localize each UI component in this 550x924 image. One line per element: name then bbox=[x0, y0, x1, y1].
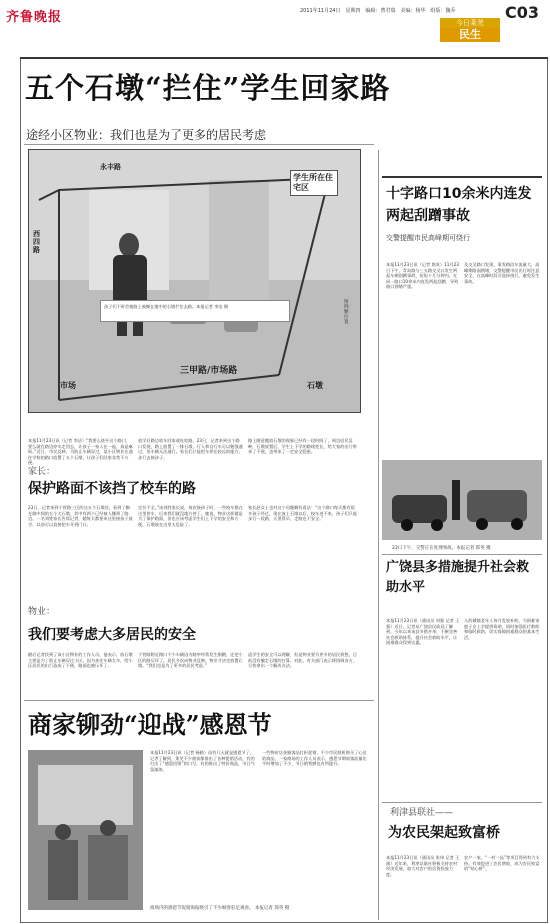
right-story1-title: 十字路口10余米内连发两起刮蹭事故 bbox=[386, 186, 532, 224]
section1-title: 保护路面不该挡了校车的路 bbox=[28, 481, 196, 497]
right-story2-col-2: 人的城镇老年人每月发放补助，为困难家庭子女上学提供资助，同时加强医疗救助和临时救助，切实保障困难群众的基本生活。 bbox=[464, 618, 540, 640]
frame-top-rule bbox=[20, 57, 548, 59]
thanksgiving-photo bbox=[28, 750, 143, 910]
section1-col-1: 23日，记者来到于营路三区的这五个石墩处，看到了搁在路中间的五个大石墩，其中有两个已经被人挪到了路边。一名刘姓家长告诉记者，她每天都要来这里接孩子放学，以前可以直接把车开到门口。 bbox=[28, 505, 133, 527]
section3-col-1: 本报11月23日讯（记者 杨晓）再有几天就是感恩节了，记者了解到，莱芜不少商家都推出了各种促销活动，有的打出了“感恩回馈”的口号，有的推出了特价商品，节日气氛渐浓。 bbox=[150, 750, 255, 772]
right-story3-col-2: 农户一家，“一村一品”等项目得到有力支持，有效促进了农民增收，成为农民致富的“贴心桥”。 bbox=[464, 855, 540, 872]
divider bbox=[382, 176, 542, 178]
right-story1-subtitle: 交警提醒市民高峰期可绕行 bbox=[386, 234, 470, 242]
thanksgiving-caption: 商场内的感恩节促销海报吸引了不少顾客驻足观看。 本报记者 郎英 摄 bbox=[150, 906, 290, 911]
map-label-house: 学生所在住宅区 bbox=[290, 170, 338, 196]
section1-col-2: 定位不全，”该刘姓家长说，每次接孩子时，一些校车都在这里停车，后来我们就没地方停了。她说，物业这样做是为了保护路面，但也应该考虑学生们上下学的安全和方便，石墩放在这里太危险了。 bbox=[138, 505, 243, 527]
intro-col-1: 本报11月23日讯（记者 李洁）“我要么绕开这个路口，要么就在路边停车走回去，让孩子一家人在一起，真是麻烦。”近日，市民反映，为防止车辆穿过，某小区物业在通往学校的路口放置了五个石墩，让孩子们回家非常不方便。 bbox=[28, 438, 133, 466]
header-meta: 2011年11月24日 星期四 编辑：曹君瑞 美编：杨华 组版：魏乔 bbox=[300, 8, 456, 14]
right-story1-col-1: 本报11月23日讯（记者 郎英）11月23日下午，青岛路与三五路交叉口发生两起车辆刮蹭事故，短短十几分钟内，在同一路口10余米内连发两起刮蹭，导致路口拥堵严重。 bbox=[386, 262, 459, 290]
main-subhead: 途经小区物业：我们也是为了更多的居民考虑 bbox=[26, 128, 267, 142]
main-headline: 五个石墩“拦住”学生回家路 bbox=[25, 71, 391, 105]
right-story3-label: 利津县联社—— bbox=[390, 808, 454, 818]
intro-col-2: 放学后路边收车回家或吐吃路，23日，记者来到这个路口发现，路上放置了一排石墩，行人和自行车可以勉强通过，但车辆无法通行。家长们只能把车停在较远的地方，步行去接孩子。 bbox=[138, 438, 243, 460]
section2-col-2: 于营路附近路口不少车辆因为路窄经常发生剐蹭，还把小区的路压坏了，居民多次向物业反映，物业才决定放置石墩。“我们也是为了更多的居民考虑。” bbox=[138, 652, 243, 669]
map-label-market: 市场 bbox=[60, 381, 76, 390]
right-story2-col-1: 本报11月23日讯（通讯员 刘强 记者 王强）近日，记者从广饶县民政局了解到，今年以来该县多措并举，不断完善社会救助体系，提升社会救助水平，让困难群众得到实惠。 bbox=[386, 618, 460, 646]
right-story3-col-1: 本报11月23日讯（通讯员 张伟 记者 王刚）近年来，利津县联社积极支持农村经济发展，加大对农户的信贷投放力度。 bbox=[386, 855, 460, 877]
section2-col-1: 随后记者找到了该小区物业的工作人员。他表示，放石墩主要是为了防止车辆穿过小区，因为来往车辆太多，给小区居民的出行造成了不便，路面也被压坏了。 bbox=[28, 652, 133, 669]
section2-title: 我们要考虑大多居民的安全 bbox=[28, 627, 196, 643]
section1-col-3: 家长赵女士也对这个问题颇有看法：“这个路口每天都有很多孩子经过，现在放上石墩以后，校车进不来，孩子们只能步行一段路，天黑得早，走路也不安全。” bbox=[248, 505, 357, 522]
section1-label: 家长： bbox=[28, 467, 56, 477]
divider bbox=[382, 554, 542, 555]
section2-label: 物业： bbox=[28, 607, 56, 617]
right-story1-caption: 23日下午，交警正在处理事故。本报记者 郎英 摄 bbox=[392, 546, 491, 551]
right-story3-title: 为农民架起致富桥 bbox=[388, 825, 500, 841]
divider bbox=[382, 802, 542, 803]
right-story2-title: 广饶县多措施提升社会救助水平 bbox=[386, 560, 530, 595]
column-divider bbox=[378, 150, 379, 920]
photo-caption: 孩子们不时会被路上被搁在地中的石墩拦住去路。本报记者 李洁 摄 bbox=[100, 300, 290, 322]
map-legend: 图例：颗位置 bbox=[344, 300, 353, 325]
section3-col-2: 一些物价店金顾客品打折促销，不少市民趁机购买了心仪的商品，一家商场的工作人员表示，感恩节期间客流量比平时增加了不少，节日销售额也有所提升。 bbox=[262, 750, 367, 767]
masthead-logo: 齐鲁晚报 bbox=[6, 10, 63, 25]
map-label-crossing: 三甲路/市场路 bbox=[180, 366, 238, 376]
intro-col-3: 路上随意搬放石墩的现象已经有一段时间了，周边居民反映，石墩放置后，学生上下学的路线变长，给大家的出行带来了不便，也带来了一定安全隐患。 bbox=[248, 438, 357, 455]
section2-col-3: 虑学生的安全可以理解，但是物业要为更多的居民着想，目前没有撤走石墩的打算。对此，有关部门表示将协调各方，尽快拿出一个解决办法。 bbox=[248, 652, 357, 669]
right-story1-col-2: 及交叉路口发现，事发路段车流量大，高峰期路面拥堵，交警提醒市民出行时注意安全，在高峰时段可选择绕行，避免发生事故。 bbox=[464, 262, 540, 284]
section-tag-main: 民生 bbox=[440, 28, 500, 42]
photo-illustration bbox=[28, 750, 143, 910]
page-number: C03 bbox=[505, 3, 540, 22]
map-label-north: 永丰路 bbox=[100, 163, 121, 171]
map-label-stone: 石墩 bbox=[307, 381, 323, 390]
map-label-west: 西四路 bbox=[33, 230, 40, 254]
divider bbox=[24, 700, 374, 701]
divider bbox=[24, 144, 374, 145]
right-story1-photo bbox=[382, 460, 542, 540]
photo-illustration bbox=[382, 460, 542, 540]
section3-title: 商家铆劲“迎战”感恩节 bbox=[28, 710, 272, 739]
section-tag-top: 今日莱芜 bbox=[440, 18, 500, 28]
